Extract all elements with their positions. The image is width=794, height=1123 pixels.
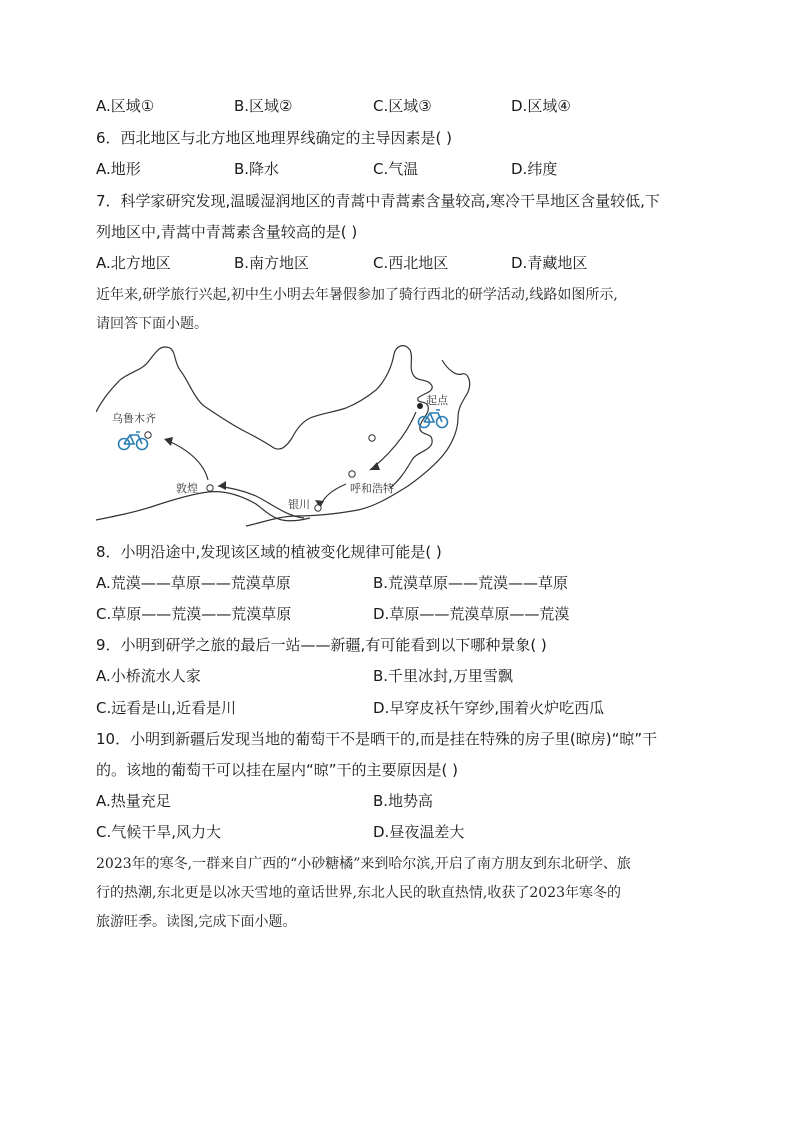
q8-option-a[interactable]: A.荒漠——草原——荒漠草原: [96, 574, 291, 592]
q8-option-b[interactable]: B.荒漠草原——荒漠——草原: [373, 574, 569, 592]
q6-option-b[interactable]: B.降水: [234, 160, 280, 178]
route-map: [96, 340, 476, 530]
q7-option-b[interactable]: B.南方地区: [234, 254, 310, 272]
city-marker-dunhuang: [207, 485, 213, 491]
q8-option-d[interactable]: D.草原——荒漠草原——荒漠: [373, 605, 570, 623]
bicycle-icon: [119, 432, 148, 450]
city-marker-unnamed: [369, 435, 375, 441]
start-point-dot: [417, 403, 423, 409]
city-marker-yinchuan: [315, 505, 321, 511]
intro2-line2: 行的热潮,东北更是以冰天雪地的童话世界,东北人民的耿直热情,收获了2023年寒冬的: [96, 885, 621, 901]
route-segment-4: [166, 440, 208, 480]
q5-option-c[interactable]: C.区域③: [373, 97, 432, 115]
q6-option-a[interactable]: A.地形: [96, 160, 141, 178]
route-segment-2: [320, 484, 346, 508]
q7-option-d[interactable]: D.青藏地区: [511, 254, 588, 272]
intro1-line2: 请回答下面小题。: [96, 316, 208, 332]
label-urumqi: 乌鲁木齐: [112, 412, 156, 425]
intro2-line3: 旅游旺季。读图,完成下面小题。: [96, 914, 297, 930]
q10-option-b[interactable]: B.地势高: [373, 792, 434, 810]
q10-option-d[interactable]: D.昼夜温差大: [373, 823, 465, 841]
q5-option-d[interactable]: D.区域④: [511, 97, 571, 115]
city-marker-urumqi: [145, 432, 151, 438]
q10-stem-line1: 10．小明到新疆后发现当地的葡萄干不是晒干的,而是挂在特殊的房子里(晾房)“晾”干: [96, 730, 658, 748]
label-start: 起点: [426, 394, 448, 407]
q6-option-d[interactable]: D.纬度: [511, 160, 558, 178]
q10-option-c[interactable]: C.气候干旱,风力大: [96, 823, 222, 841]
q7-stem-line1: 7．科学家研究发现,温暖湿润地区的青蒿中青蒿素含量较高,寒冷干旱地区含量较低,下: [96, 192, 660, 210]
q10-stem-line2: 的。该地的葡萄干可以挂在屋内“晾”干的主要原因是( ): [96, 761, 459, 779]
q9-stem: 9．小明到研学之旅的最后一站——新疆,有可能看到以下哪种景象( ): [96, 636, 547, 654]
label-dunhuang: 敦煌: [176, 482, 198, 495]
q7-stem-line2: 列地区中,青蒿中青蒿素含量较高的是( ): [96, 223, 358, 241]
q6-stem: 6．西北地区与北方地区地理界线确定的主导因素是( ): [96, 129, 453, 147]
intro2-line1: 2023年的寒冬,一群来自广西的“小砂糖橘”来到哈尔滨,开启了南方朋友到东北研学、旅: [96, 856, 631, 872]
q7-option-a[interactable]: A.北方地区: [96, 254, 171, 272]
region-boundary-east: [246, 360, 470, 526]
city-marker-hohhot: [349, 471, 355, 477]
q5-option-a[interactable]: A.区域①: [96, 97, 155, 115]
q8-option-c[interactable]: C.草原——荒漠——荒漠草原: [96, 605, 292, 623]
q8-stem: 8．小明沿途中,发现该区域的植被变化规律可能是( ): [96, 543, 442, 561]
route-segment-1: [370, 412, 416, 470]
q5-option-b[interactable]: B.区域②: [234, 97, 293, 115]
q9-option-d[interactable]: D.早穿皮袄午穿纱,围着火炉吃西瓜: [373, 699, 605, 717]
label-yinchuan: 银川: [288, 498, 310, 511]
arrowhead-3: [218, 481, 226, 490]
route-arrowheads: [164, 437, 380, 508]
q10-option-a[interactable]: A.热量充足: [96, 792, 171, 810]
q6-option-c[interactable]: C.气温: [373, 160, 419, 178]
q7-option-c[interactable]: C.西北地区: [373, 254, 449, 272]
q9-option-c[interactable]: C.远看是山,近看是川: [96, 699, 237, 717]
region-boundary-south: [96, 492, 310, 521]
bicycle-icon: [419, 410, 448, 428]
intro1-line1: 近年来,研学旅行兴起,初中生小明去年暑假参加了骑行西北的研学活动,线路如图所示,: [96, 287, 618, 303]
arrowhead-4: [164, 437, 173, 446]
q9-option-b[interactable]: B.千里冰封,万里雪飘: [373, 667, 513, 685]
label-hohhot: 呼和浩特: [350, 482, 394, 495]
q9-option-a[interactable]: A.小桥流水人家: [96, 667, 201, 685]
